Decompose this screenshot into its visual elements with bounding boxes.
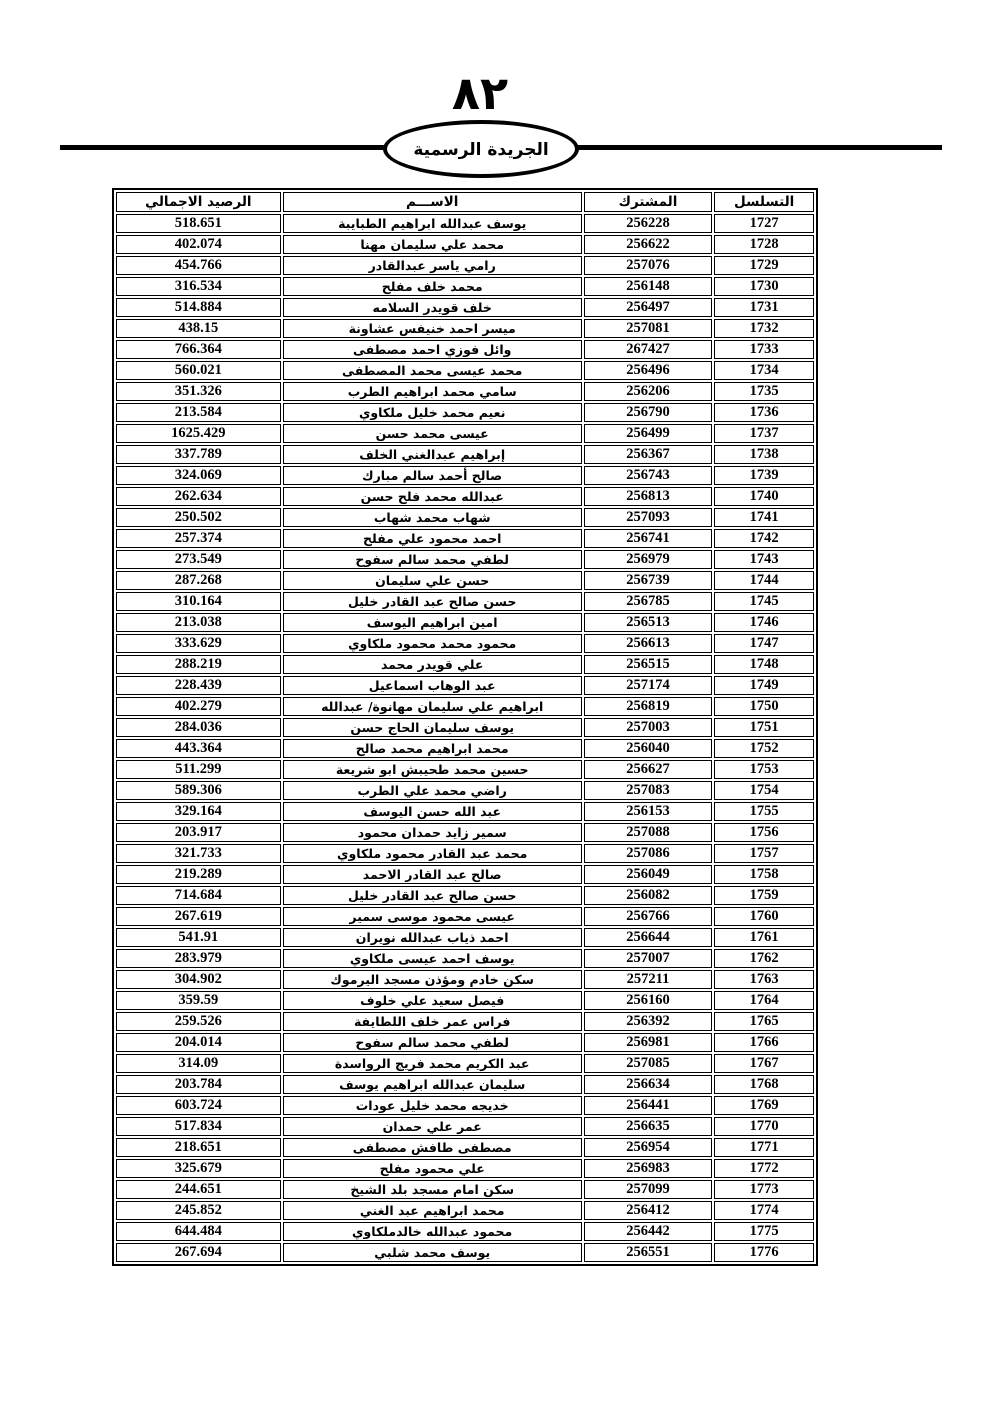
name-cell: سليمان عبدالله ابراهيم يوسف — [283, 1075, 582, 1094]
name-cell: محمود محمد محمود ملكاوي — [283, 634, 582, 653]
serial-cell: 1761 — [714, 928, 814, 947]
serial-cell: 1751 — [714, 718, 814, 737]
table-row — [116, 802, 814, 821]
serial-cell: 1744 — [714, 571, 814, 590]
table-row — [116, 298, 814, 317]
serial-cell: 1766 — [714, 1033, 814, 1052]
table-row — [116, 655, 814, 674]
subscriber-cell: 256160 — [584, 991, 713, 1010]
balance-cell: 262.634 — [116, 487, 281, 506]
balance-cell: 603.724 — [116, 1096, 281, 1115]
table-row — [116, 445, 814, 464]
table-row — [116, 319, 814, 338]
balance-cell: 284.036 — [116, 718, 281, 737]
name-cell: رامي ياسر عبدالقادر — [283, 256, 582, 275]
balance-cell: 203.917 — [116, 823, 281, 842]
name-cell: صالح أحمد سالم مبارك — [283, 466, 582, 485]
subscriber-cell: 256622 — [584, 235, 713, 254]
table-row — [116, 1222, 814, 1241]
subscriber-cell: 256613 — [584, 634, 713, 653]
subscriber-cell: 256983 — [584, 1159, 713, 1178]
subscriber-cell: 257086 — [584, 844, 713, 863]
subscriber-cell: 256496 — [584, 361, 713, 380]
name-cell: سكن امام مسجد بلد الشيخ — [283, 1180, 582, 1199]
gazette-title: الجريدة الرسمية — [413, 140, 549, 160]
serial-cell: 1765 — [714, 1012, 814, 1031]
serial-cell: 1770 — [714, 1117, 814, 1136]
subscriber-cell: 256743 — [584, 466, 713, 485]
table-row — [116, 928, 814, 947]
header-balance: الرصيد الاجمالي — [116, 192, 281, 212]
table-row — [116, 361, 814, 380]
serial-cell: 1745 — [714, 592, 814, 611]
subscriber-cell: 257174 — [584, 676, 713, 695]
balance-cell: 560.021 — [116, 361, 281, 380]
table-row — [116, 592, 814, 611]
serial-cell: 1748 — [714, 655, 814, 674]
name-cell: سمير زايد حمدان محمود — [283, 823, 582, 842]
table-row — [116, 676, 814, 695]
subscriber-cell: 257088 — [584, 823, 713, 842]
name-cell: راضي محمد علي الطرب — [283, 781, 582, 800]
table-row — [116, 1243, 814, 1262]
name-cell: محمد عبد القادر محمود ملكاوي — [283, 844, 582, 863]
balance-cell: 259.526 — [116, 1012, 281, 1031]
table-row — [116, 613, 814, 632]
serial-cell: 1753 — [714, 760, 814, 779]
table-row — [116, 340, 814, 359]
serial-cell: 1757 — [714, 844, 814, 863]
serial-cell: 1768 — [714, 1075, 814, 1094]
name-cell: علي قويدر محمد — [283, 655, 582, 674]
name-cell: احمد محمود علي مفلح — [283, 529, 582, 548]
balance-cell: 517.834 — [116, 1117, 281, 1136]
balance-cell: 333.629 — [116, 634, 281, 653]
serial-cell: 1769 — [714, 1096, 814, 1115]
serial-cell: 1755 — [714, 802, 814, 821]
table-row — [116, 382, 814, 401]
subscriber-cell: 257007 — [584, 949, 713, 968]
name-cell: ابراهيم علي سليمان مهانوة/ عبدالله — [283, 697, 582, 716]
serial-cell: 1729 — [714, 256, 814, 275]
table-row — [116, 550, 814, 569]
name-cell: حسن صالح عبد القادر خليل — [283, 886, 582, 905]
name-cell: فراس عمر خلف اللطايفة — [283, 1012, 582, 1031]
subscriber-cell: 256634 — [584, 1075, 713, 1094]
subscriber-cell: 256497 — [584, 298, 713, 317]
balance-cell: 304.902 — [116, 970, 281, 989]
header-subscriber: المشترك — [584, 192, 713, 212]
balance-cell: 511.299 — [116, 760, 281, 779]
table-row — [116, 697, 814, 716]
balance-cell: 644.484 — [116, 1222, 281, 1241]
table-row — [116, 1117, 814, 1136]
subscriber-cell: 256412 — [584, 1201, 713, 1220]
name-cell: محمد عيسى محمد المصطفى — [283, 361, 582, 380]
name-cell: يوسف احمد عيسى ملكاوي — [283, 949, 582, 968]
name-cell: لطفي محمد سالم سفوح — [283, 550, 582, 569]
balance-cell: 203.784 — [116, 1075, 281, 1094]
serial-cell: 1752 — [714, 739, 814, 758]
balance-cell: 766.364 — [116, 340, 281, 359]
gazette-oval-badge — [383, 120, 579, 178]
serial-cell: 1756 — [714, 823, 814, 842]
serial-cell: 1754 — [714, 781, 814, 800]
subscriber-cell: 256153 — [584, 802, 713, 821]
balance-cell: 314.09 — [116, 1054, 281, 1073]
table-row — [116, 760, 814, 779]
table-row — [116, 865, 814, 884]
balance-cell: 213.584 — [116, 403, 281, 422]
subscriber-cell: 256206 — [584, 382, 713, 401]
subscriber-cell: 256644 — [584, 928, 713, 947]
subscriber-cell: 256819 — [584, 697, 713, 716]
serial-cell: 1764 — [714, 991, 814, 1010]
serial-cell: 1734 — [714, 361, 814, 380]
table-row — [116, 1054, 814, 1073]
table-row — [116, 844, 814, 863]
name-cell: عبد الوهاب اسماعيل — [283, 676, 582, 695]
serial-cell: 1727 — [714, 214, 814, 233]
serial-cell: 1760 — [714, 907, 814, 926]
table-row — [116, 949, 814, 968]
balance-cell: 321.733 — [116, 844, 281, 863]
table-row — [116, 1159, 814, 1178]
subscriber-cell: 257003 — [584, 718, 713, 737]
name-cell: يوسف عبدالله ابراهيم الطبايبة — [283, 214, 582, 233]
name-cell: عبد الله حسن اليوسف — [283, 802, 582, 821]
table-row — [116, 970, 814, 989]
subscriber-cell: 256635 — [584, 1117, 713, 1136]
subscriber-cell: 256979 — [584, 550, 713, 569]
serial-cell: 1731 — [714, 298, 814, 317]
name-cell: نعيم محمد خليل ملكاوي — [283, 403, 582, 422]
table-row — [116, 508, 814, 527]
subscriber-cell: 256082 — [584, 886, 713, 905]
subscriber-cell: 257085 — [584, 1054, 713, 1073]
name-cell: عيسى محمود موسى سمير — [283, 907, 582, 926]
balance-cell: 283.979 — [116, 949, 281, 968]
table-row — [116, 403, 814, 422]
subscriber-cell: 257081 — [584, 319, 713, 338]
name-cell: إبراهيم عبدالغني الخلف — [283, 445, 582, 464]
table-row — [116, 214, 814, 233]
balance-cell: 244.651 — [116, 1180, 281, 1199]
balance-cell: 714.684 — [116, 886, 281, 905]
serial-cell: 1771 — [714, 1138, 814, 1157]
subscriber-cell: 257083 — [584, 781, 713, 800]
subscriber-cell: 256392 — [584, 1012, 713, 1031]
balance-cell: 316.534 — [116, 277, 281, 296]
balance-cell: 267.694 — [116, 1243, 281, 1262]
header-name: الاســـم — [283, 192, 582, 212]
balance-cell: 1625.429 — [116, 424, 281, 443]
serial-cell: 1728 — [714, 235, 814, 254]
subscriber-cell: 257093 — [584, 508, 713, 527]
balance-cell: 267.619 — [116, 907, 281, 926]
table-row — [116, 571, 814, 590]
table-header — [116, 192, 814, 212]
subscriber-cell: 256785 — [584, 592, 713, 611]
balance-cell: 213.038 — [116, 613, 281, 632]
serial-cell: 1740 — [714, 487, 814, 506]
table-row — [116, 1033, 814, 1052]
balance-cell: 228.439 — [116, 676, 281, 695]
name-cell: محمود عبدالله خالدملكاوي — [283, 1222, 582, 1241]
serial-cell: 1737 — [714, 424, 814, 443]
name-cell: محمد ابراهيم عبد الغني — [283, 1201, 582, 1220]
balance-cell: 337.789 — [116, 445, 281, 464]
balance-cell: 329.164 — [116, 802, 281, 821]
name-cell: علي محمود مفلح — [283, 1159, 582, 1178]
header-serial: التسلسل — [714, 192, 814, 212]
subscriber-cell: 256513 — [584, 613, 713, 632]
table-row — [116, 487, 814, 506]
serial-cell: 1743 — [714, 550, 814, 569]
header-row — [116, 192, 814, 212]
serial-cell: 1763 — [714, 970, 814, 989]
serial-cell: 1735 — [714, 382, 814, 401]
serial-cell: 1772 — [714, 1159, 814, 1178]
balance-cell: 325.679 — [116, 1159, 281, 1178]
name-cell: عيسى محمد حسن — [283, 424, 582, 443]
balance-cell: 250.502 — [116, 508, 281, 527]
name-cell: عبدالله محمد فلح حسن — [283, 487, 582, 506]
serial-cell: 1750 — [714, 697, 814, 716]
serial-cell: 1742 — [714, 529, 814, 548]
balance-cell: 288.219 — [116, 655, 281, 674]
name-cell: وائل فوزي احمد مصطفى — [283, 340, 582, 359]
name-cell: فيصل سعيد علي خلوف — [283, 991, 582, 1010]
serial-cell: 1775 — [714, 1222, 814, 1241]
table-row — [116, 886, 814, 905]
name-cell: خلف قويدر السلامه — [283, 298, 582, 317]
balance-cell: 454.766 — [116, 256, 281, 275]
subscriber-cell: 256441 — [584, 1096, 713, 1115]
table-body — [116, 214, 814, 1262]
name-cell: خديجه محمد خليل عودات — [283, 1096, 582, 1115]
serial-cell: 1774 — [714, 1201, 814, 1220]
table-row — [116, 634, 814, 653]
name-cell: سامي محمد ابراهيم الطرب — [283, 382, 582, 401]
subscriber-cell: 256790 — [584, 403, 713, 422]
subscriber-cell: 256228 — [584, 214, 713, 233]
balance-cell: 273.549 — [116, 550, 281, 569]
name-cell: حسن صالح عبد القادر خليل — [283, 592, 582, 611]
subscriber-cell: 256981 — [584, 1033, 713, 1052]
name-cell: عبد الكريم محمد فريج الرواسدة — [283, 1054, 582, 1073]
serial-cell: 1747 — [714, 634, 814, 653]
serial-cell: 1776 — [714, 1243, 814, 1262]
serial-cell: 1741 — [714, 508, 814, 527]
name-cell: حسن علي سليمان — [283, 571, 582, 590]
table-row — [116, 739, 814, 758]
balance-cell: 589.306 — [116, 781, 281, 800]
serial-cell: 1746 — [714, 613, 814, 632]
table-row — [116, 1096, 814, 1115]
balance-cell: 204.014 — [116, 1033, 281, 1052]
table-row — [116, 466, 814, 485]
table-row — [116, 529, 814, 548]
table-row — [116, 1180, 814, 1199]
table-row — [116, 1012, 814, 1031]
page-number: ٨٢ — [451, 66, 509, 120]
subscriber-cell: 257076 — [584, 256, 713, 275]
table-row — [116, 718, 814, 737]
name-cell: يوسف سليمان الحاج حسن — [283, 718, 582, 737]
subscriber-cell: 256148 — [584, 277, 713, 296]
name-cell: سكن خادم ومؤذن مسجد اليرموك — [283, 970, 582, 989]
name-cell: حسين محمد طحيبش ابو شريعة — [283, 760, 582, 779]
subscriber-cell: 256367 — [584, 445, 713, 464]
balance-cell: 438.15 — [116, 319, 281, 338]
records-table — [112, 188, 818, 1266]
balance-cell: 218.651 — [116, 1138, 281, 1157]
subscriber-cell: 256515 — [584, 655, 713, 674]
subscriber-cell: 256040 — [584, 739, 713, 758]
table-row — [116, 1075, 814, 1094]
balance-cell: 514.884 — [116, 298, 281, 317]
name-cell: شهاب محمد شهاب — [283, 508, 582, 527]
name-cell: محمد خلف مفلح — [283, 277, 582, 296]
serial-cell: 1767 — [714, 1054, 814, 1073]
subscriber-cell: 257211 — [584, 970, 713, 989]
balance-cell: 324.069 — [116, 466, 281, 485]
serial-cell: 1738 — [714, 445, 814, 464]
subscriber-cell: 267427 — [584, 340, 713, 359]
table-row — [116, 1201, 814, 1220]
serial-cell: 1732 — [714, 319, 814, 338]
balance-cell: 351.326 — [116, 382, 281, 401]
table-row — [116, 991, 814, 1010]
name-cell: مصطفى طافش مصطفى — [283, 1138, 582, 1157]
table-row — [116, 235, 814, 254]
subscriber-cell: 256766 — [584, 907, 713, 926]
subscriber-cell: 256627 — [584, 760, 713, 779]
serial-cell: 1739 — [714, 466, 814, 485]
balance-cell: 359.59 — [116, 991, 281, 1010]
table-row — [116, 907, 814, 926]
balance-cell: 402.279 — [116, 697, 281, 716]
serial-cell: 1733 — [714, 340, 814, 359]
name-cell: احمد ذياب عبدالله نويران — [283, 928, 582, 947]
serial-cell: 1773 — [714, 1180, 814, 1199]
subscriber-cell: 256049 — [584, 865, 713, 884]
balance-cell: 310.164 — [116, 592, 281, 611]
subscriber-cell: 256499 — [584, 424, 713, 443]
subscriber-cell: 256813 — [584, 487, 713, 506]
name-cell: محمد علي سليمان مهنا — [283, 235, 582, 254]
balance-cell: 245.852 — [116, 1201, 281, 1220]
subscriber-cell: 256954 — [584, 1138, 713, 1157]
name-cell: يوسف محمد شلبي — [283, 1243, 582, 1262]
name-cell: لطفي محمد سالم سفوح — [283, 1033, 582, 1052]
table-row — [116, 424, 814, 443]
name-cell: عمر علي حمدان — [283, 1117, 582, 1136]
serial-cell: 1730 — [714, 277, 814, 296]
balance-cell: 518.651 — [116, 214, 281, 233]
balance-cell: 257.374 — [116, 529, 281, 548]
balance-cell: 402.074 — [116, 235, 281, 254]
table-row — [116, 823, 814, 842]
subscriber-cell: 256551 — [584, 1243, 713, 1262]
balance-cell: 541.91 — [116, 928, 281, 947]
table-row — [116, 277, 814, 296]
serial-cell: 1736 — [714, 403, 814, 422]
subscriber-cell: 256442 — [584, 1222, 713, 1241]
balance-cell: 219.289 — [116, 865, 281, 884]
serial-cell: 1758 — [714, 865, 814, 884]
table-row — [116, 1138, 814, 1157]
subscriber-cell: 256741 — [584, 529, 713, 548]
table-row — [116, 781, 814, 800]
subscriber-cell: 256739 — [584, 571, 713, 590]
serial-cell: 1759 — [714, 886, 814, 905]
serial-cell: 1762 — [714, 949, 814, 968]
name-cell: صالح عبد القادر الاحمد — [283, 865, 582, 884]
serial-cell: 1749 — [714, 676, 814, 695]
name-cell: ميسر احمد خنيفس عشاونة — [283, 319, 582, 338]
table-row — [116, 256, 814, 275]
subscriber-cell: 257099 — [584, 1180, 713, 1199]
balance-cell: 443.364 — [116, 739, 281, 758]
name-cell: محمد ابراهيم محمد صالح — [283, 739, 582, 758]
name-cell: امين ابراهيم اليوسف — [283, 613, 582, 632]
balance-cell: 287.268 — [116, 571, 281, 590]
